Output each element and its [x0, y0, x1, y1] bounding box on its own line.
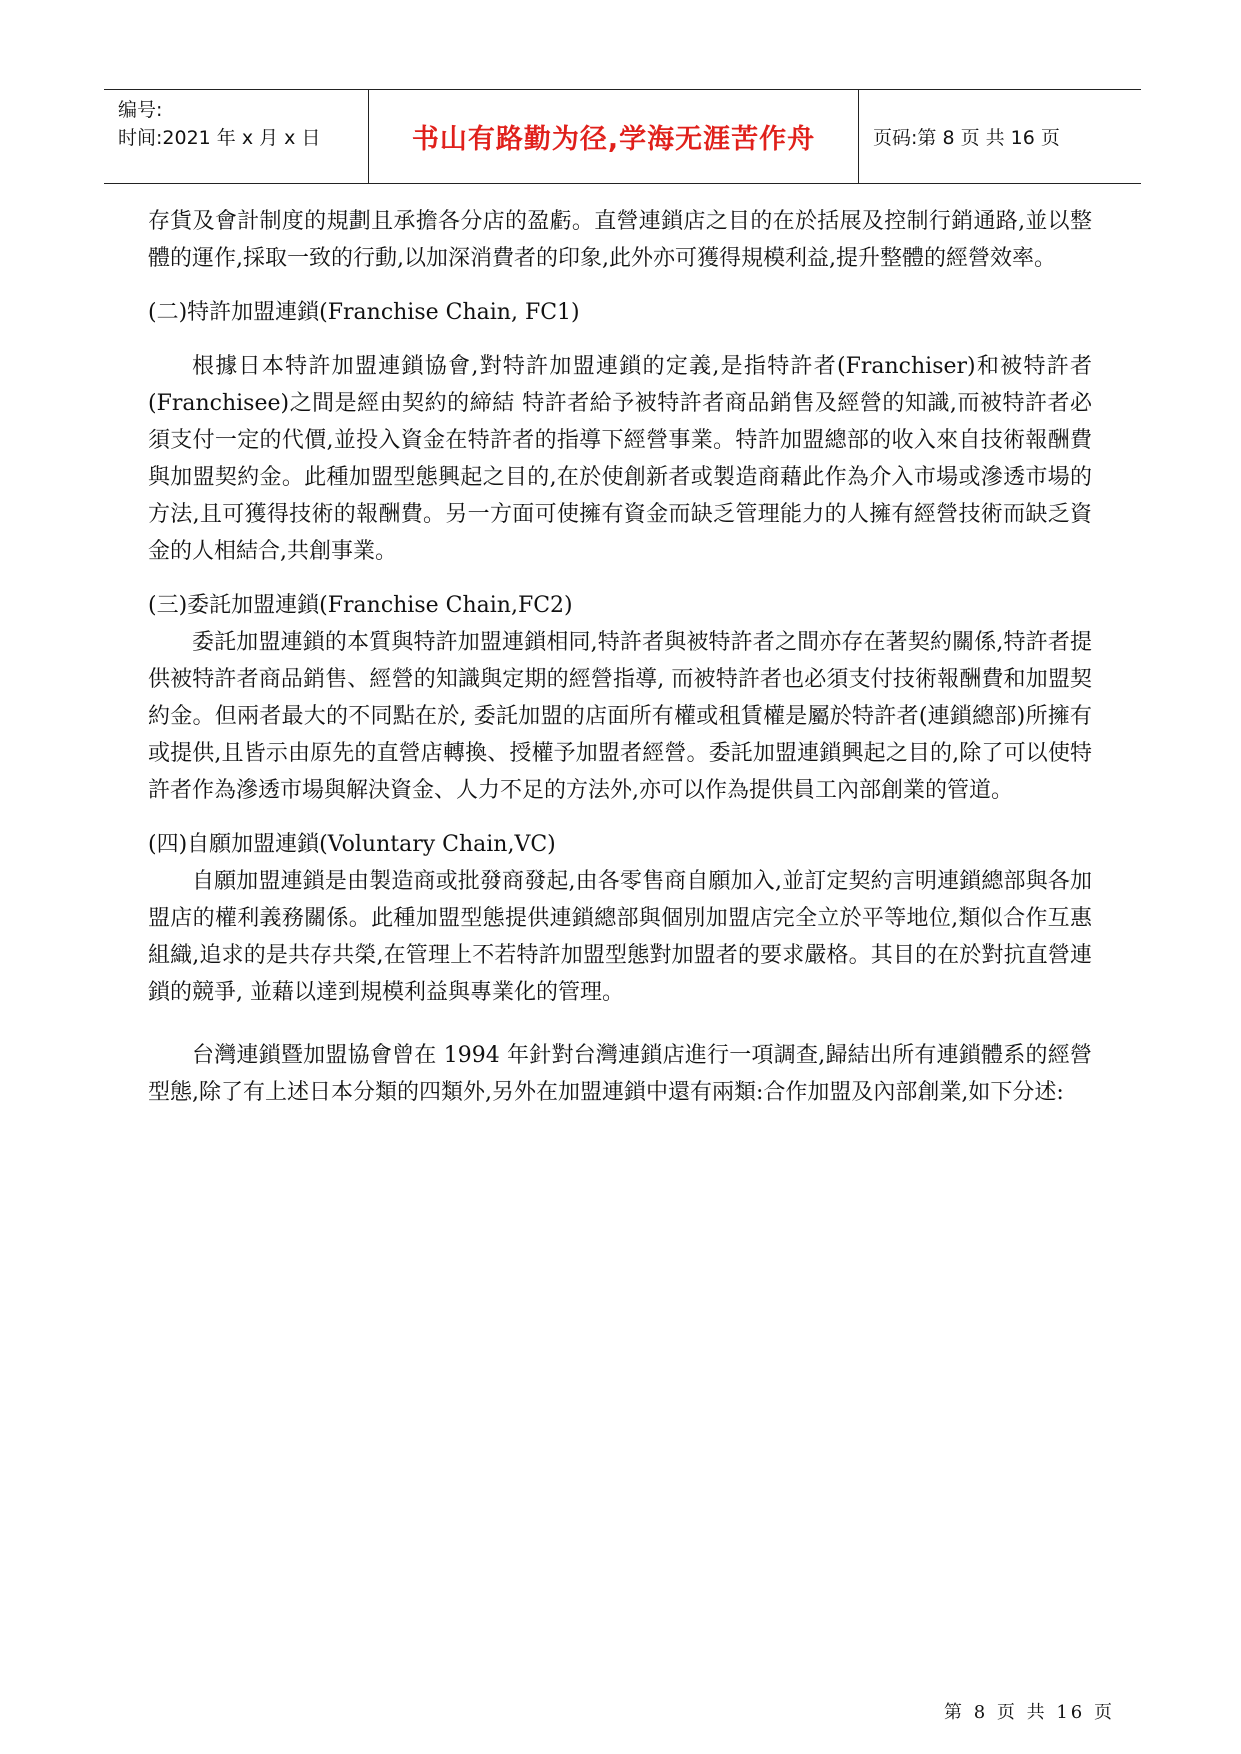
- document-body: [148, 203, 1092, 1111]
- paragraph-4: 自願加盟連鎖是由製造商或批發商發起,由各零售商自願加入,並訂定契約言明連鎖總部與各加盟店的權利義務關係。此種加盟型態提供連鎖總部與個別加盟店完全立於平等地位,類似合作互惠組織,追求的是共存共榮,在管理上不若特許加盟型態對加盟者的要求嚴格。其目的在於對抗直營連鎖的競爭, 並藉以達到規模利益與專業化的管理。: [148, 869, 1092, 1005]
- page-header: [104, 89, 1141, 184]
- section-heading-4: (四)自願加盟連鎖(Voluntary Chain,VC): [148, 832, 556, 857]
- paragraph-1: 存貨及會計制度的規劃且承擔各分店的盈虧。直營連鎖店之目的在於括展及控制行銷通路,並以整體的運作,採取一致的行動,以加深消費者的印象,此外亦可獲得規模利益,提升整體的經營效率。: [148, 209, 1092, 271]
- header-page-cell: [859, 90, 1141, 183]
- header-motto-cell: [368, 90, 859, 183]
- motto-text: 书山有路勤为径,学海无涯苦作舟: [411, 124, 816, 155]
- section-heading-3: (三)委託加盟連鎖(Franchise Chain,FC2): [148, 593, 573, 618]
- paragraph-3: 委託加盟連鎖的本質與特許加盟連鎖相同,特許者與被特許者之間亦存在著契約關係,特許者提供被特許者商品銷售、經營的知識與定期的經營指導, 而被特許者也必須支付技術報酬費和加盟契約金。但兩者最大的不同點在於, 委託加盟的店面所有權或租賃權是屬於特許者(連鎖總部)所擁有或提供,且皆示由原先的直營店轉換、授權予加盟者經營。委託加盟連鎖興起之目的,除了可以使特許者作為滲透市場與解決資金、人力不足的方法外,亦可以作為提供員工內部創業的管道。: [148, 630, 1092, 803]
- section-heading-2: (二)特許加盟連鎖(Franchise Chain, FC1): [148, 300, 580, 325]
- time-label: 时间:2021 年 x 月 x 日: [118, 127, 321, 149]
- paragraph-5: 台灣連鎖暨加盟協會曾在 1994 年針對台灣連鎖店進行一項調查,歸結出所有連鎖體系的經營型態,除了有上述日本分類的四類外,另外在加盟連鎖中還有兩類:合作加盟及內部創業,如下分述:: [148, 1043, 1092, 1105]
- page-footer: 第 8 页 共 16 页: [944, 1702, 1115, 1723]
- header-left-cell: [104, 90, 368, 183]
- paragraph-2: 根據日本特許加盟連鎖協會,對特許加盟連鎖的定義,是指特許者(Franchiser)和被特許者(Franchisee)之間是經由契約的締結 特許者給予被特許者商品銷售及經營的知識,而被特許者必須支付一定的代價,並投入資金在特許者的指導下經營事業。特許加盟總部的收入來自技術報酬費與加盟契約金。此種加盟型態興起之目的,在於使創新者或製造商藉此作為介入市場或滲透市場的方法,且可獲得技術的報酬費。另一方面可使擁有資金而缺乏管理能力的人擁有經營技術而缺乏資金的人相結合,共創事業。: [148, 354, 1092, 564]
- page-label: 页码:第 8 页 共 16 页: [873, 127, 1060, 149]
- number-label: 编号:: [118, 99, 163, 121]
